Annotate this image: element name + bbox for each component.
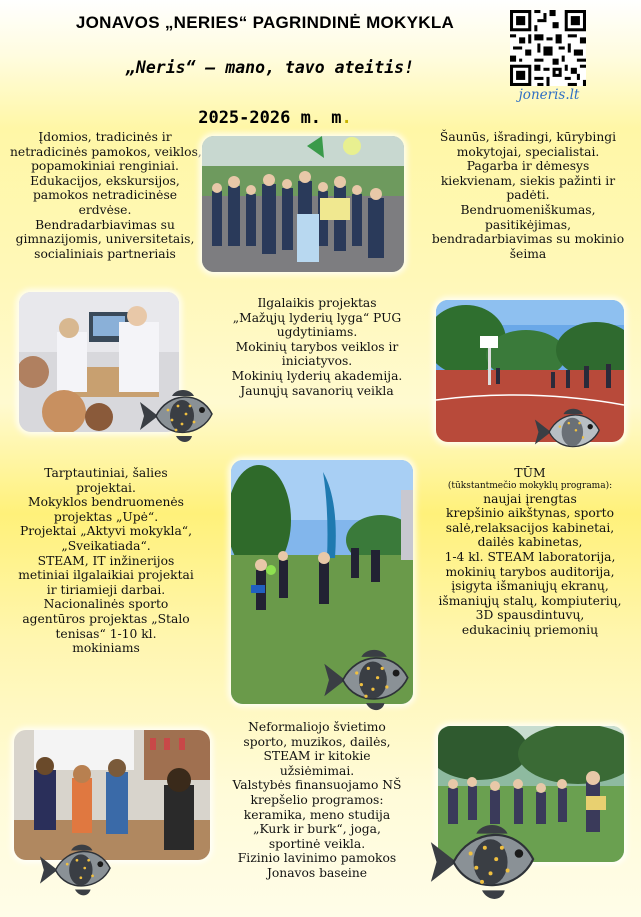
fish-icon (322, 647, 410, 717)
projects-text: Tarptautiniai, šalies projektai. Mokyklos bendruomenės projektas „Upė“. Projektai „Aktyvi mokykla“, „Sveikatiada“. STEAM, IT inžinerijos metiniai ilgalaikiai projektai ir tiriamieji darbai. Nacionalinės sporto agentūros projektas „Stalo tenisas“ 1-10 kl. mokiniams (18, 466, 194, 656)
school-year-text: 2025-2026 m. m (198, 108, 342, 128)
tum-subtitle: (tūkstantmečio mokyklų programa): (447, 480, 613, 491)
tum-text: TŪM (tūkstantmečio mokyklų programa): naujai įrengtas krepšinio aikštynas, sporto salė,relaksacijos kabinetai, dailės kabinetas, 1-4 kl. STEAM laboratorija, mokinių tarybos auditorija, įsigyta išmaniųjų ekranų, išmaniųjų stalų, kompiuterių, 3D spausdintuvų, edukacinių priemonių (428, 466, 632, 638)
tum-title: TŪM (514, 466, 546, 480)
qr-code-icon[interactable] (510, 10, 586, 86)
school-year-dot: . (341, 108, 352, 128)
school-title: JONAVOS „NERIES“ PAGRINDINĖ MOKYKLA (75, 13, 455, 32)
nonformal-text: Neformaliojo švietimo sporto, muzikos, dailės, STEAM ir kitokie užsiėmimai. Valstybės finansuojamo NŠ krepšelio programos: keramika, meno studija „Kurk ir burk“, joga, sportinė veikla. Fizinio lavinimo pamokos Jonavos baseine (232, 720, 402, 880)
school-slogan: „Neris“ – mano, tavo ateitis! (125, 58, 415, 77)
teachers-text: Šaunūs, išradingi, kūrybingi mokytojai, specialistai. Pagarba ir dėmesys kiekvienam, siekis pažinti ir padėti. Bendruomeniškumas, pasitikėjimas, bendradarbiavimas su mokinio šeima (431, 130, 625, 261)
fish-icon (428, 822, 536, 906)
leaders-text: Ilgalaikis projektas „Mažųjų lyderių lyga“ PUG ugdytiniams. Mokinių tarybos veiklos ir iniciatyvos. Mokinių lyderių akademija. Jaunųjų savanorių veikla (231, 296, 403, 398)
fish-icon (533, 407, 601, 461)
school-year (150, 108, 400, 128)
fish-icon (38, 842, 112, 902)
classroom-photo (14, 730, 210, 860)
parade-photo (202, 136, 404, 272)
website-link[interactable]: joneris.lt (518, 87, 580, 103)
fish-icon (138, 388, 214, 448)
lessons-text: Įdomios, tradicinės ir netradicinės pamokos, veiklos, popamokiniai renginiai. Edukacijos, ekskursijos, pamokos netradicinėse erdvėse. Bendradarbiavimas su gimnazijomis, universitetais, socialiniais partneriais (10, 130, 202, 261)
